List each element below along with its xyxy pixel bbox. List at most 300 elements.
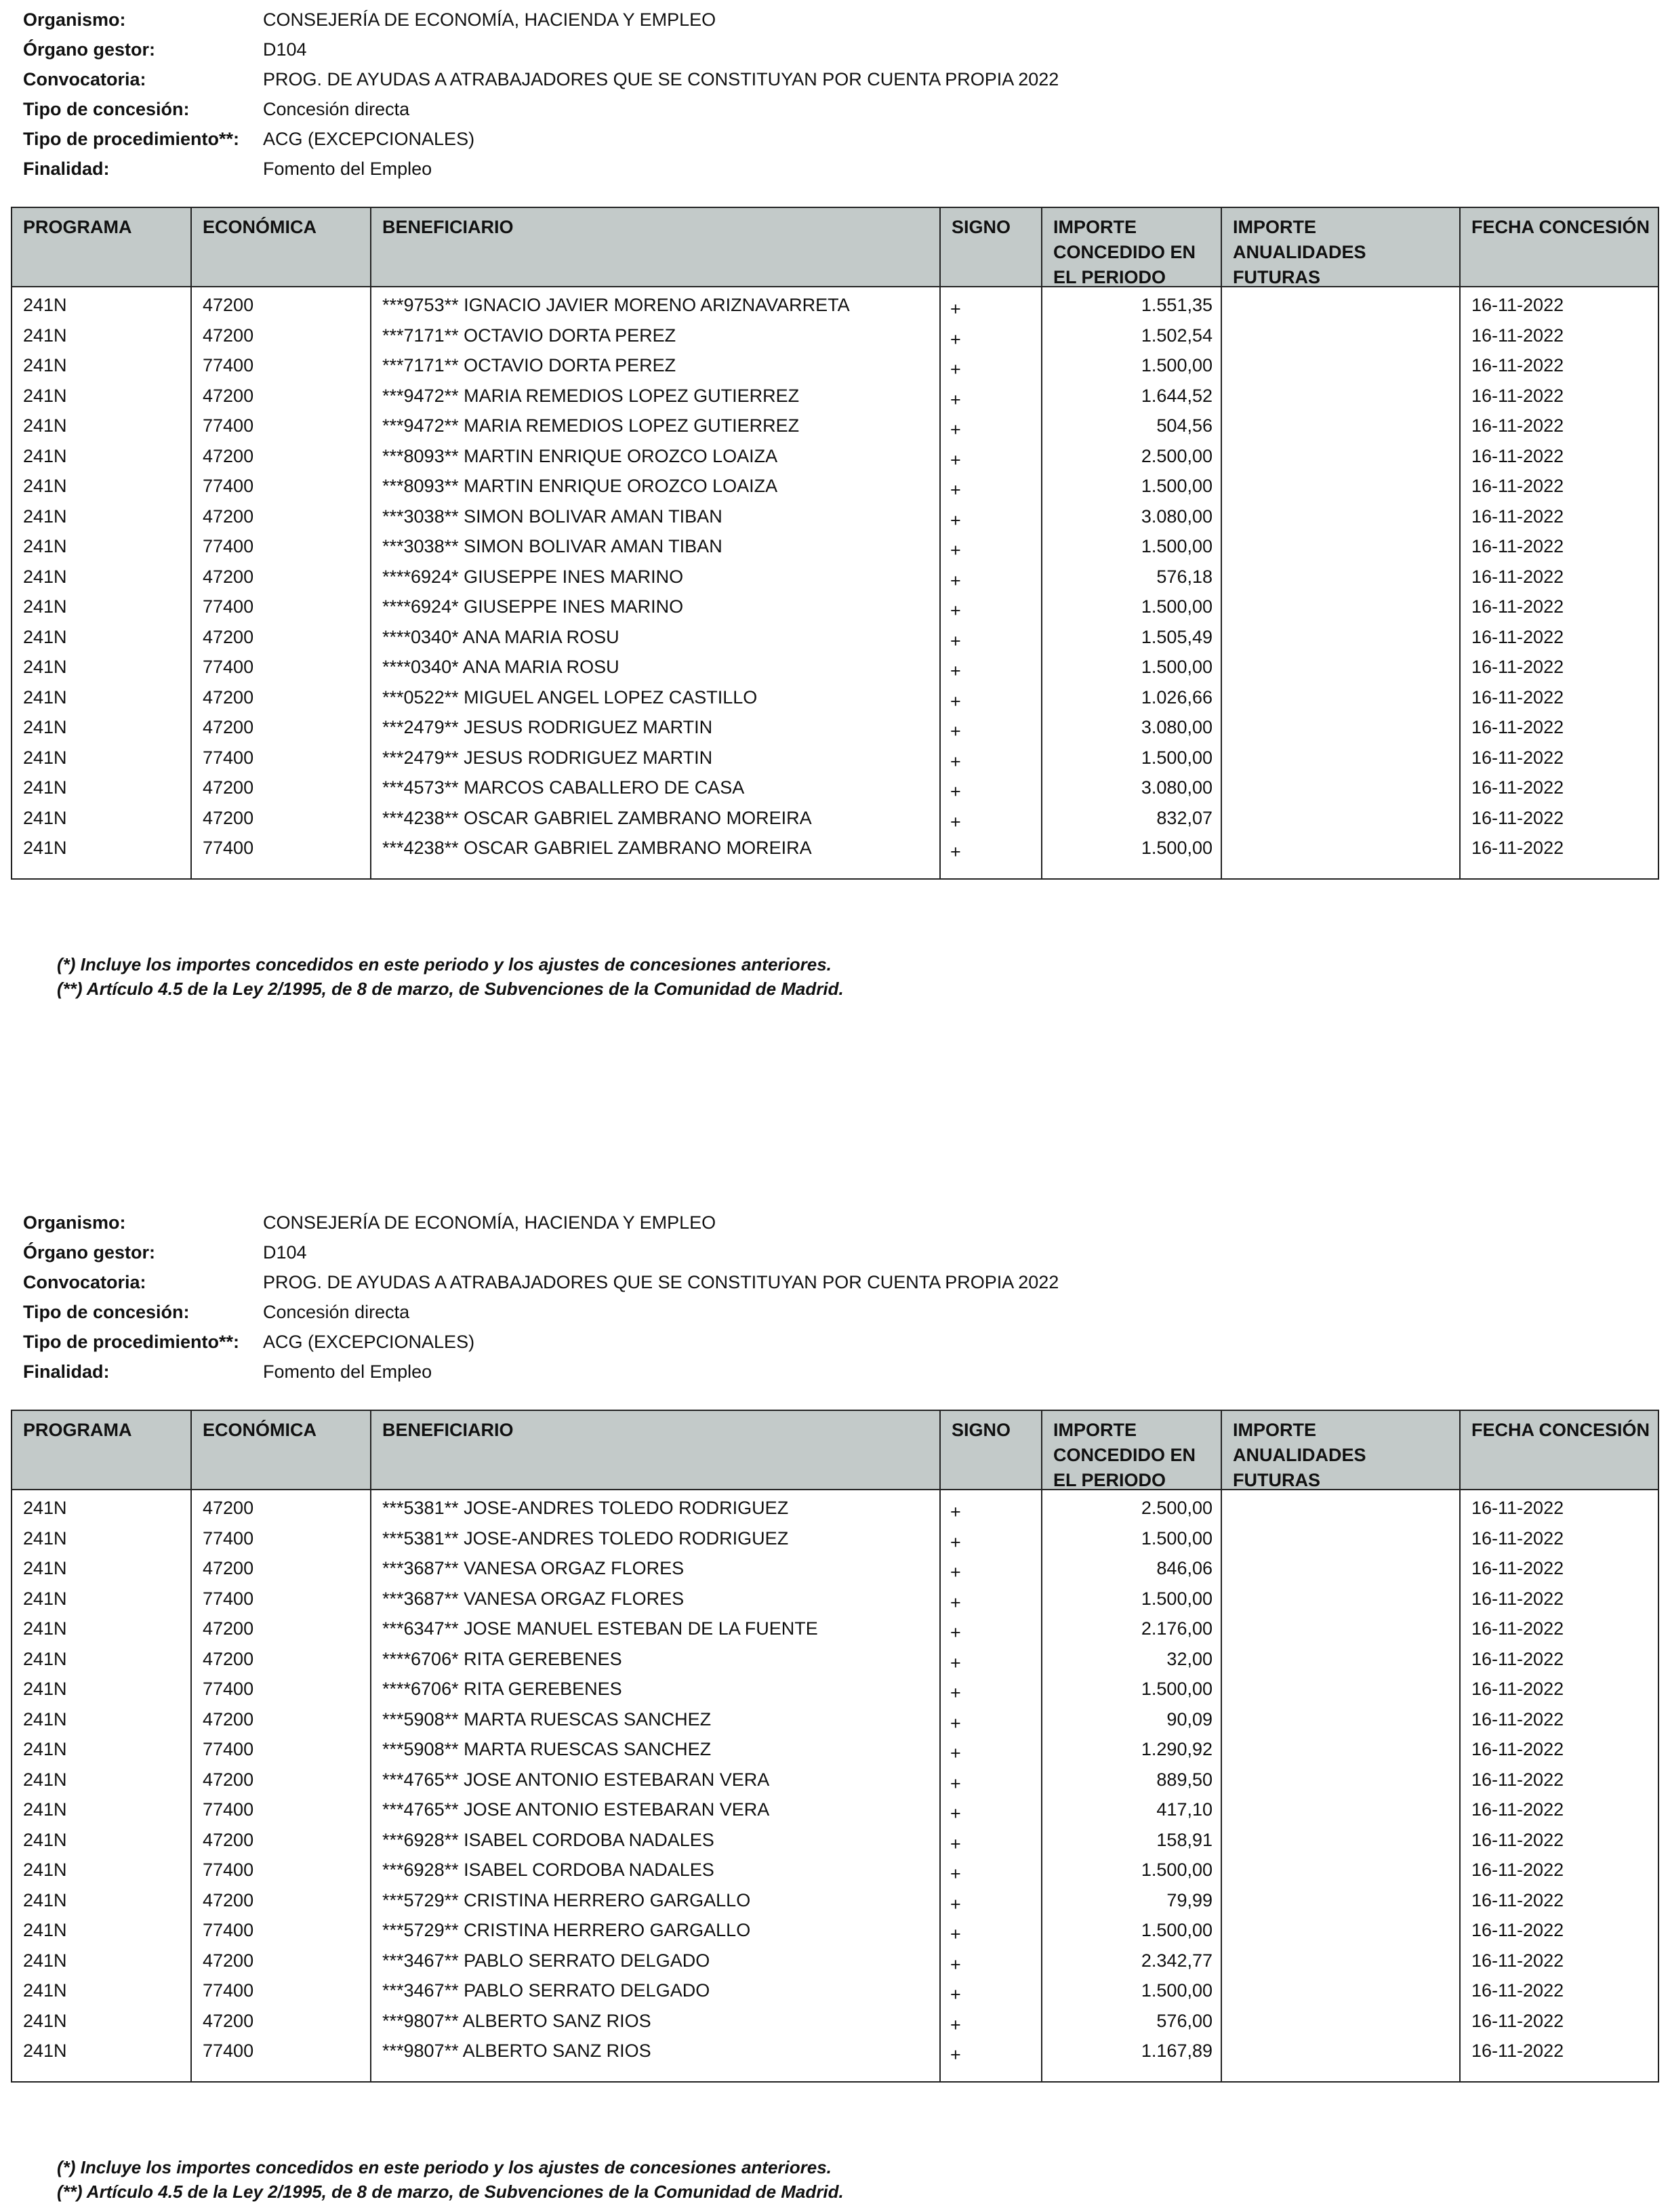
table-row	[12, 1795, 1658, 1825]
signo-cell	[941, 652, 1042, 682]
beneficiario-cell: ***4765** JOSE ANTONIO ESTEBARAN VERA	[382, 1769, 770, 1790]
programa-cell: 241N	[23, 415, 67, 436]
meta-value: ACG (EXCEPCIONALES)	[263, 129, 475, 149]
table-row	[12, 592, 1658, 622]
beneficiario-cell: ****6706* RITA GEREBENES	[382, 1648, 622, 1669]
sign-symbol: +	[950, 1984, 961, 2005]
fecha-cell: 16-11-2022	[1471, 325, 1564, 346]
economica-cell: 77400	[203, 1799, 254, 1820]
concessions-table	[11, 1410, 1659, 2083]
table-row	[12, 1553, 1658, 1584]
programa-cell: 241N	[23, 1950, 67, 1971]
economica-cell: 47200	[203, 1708, 254, 1729]
sign-symbol: +	[950, 1592, 961, 1613]
sign-symbol: +	[950, 1713, 961, 1734]
sign-symbol: +	[950, 570, 961, 591]
fecha-cell: 16-11-2022	[1471, 777, 1564, 798]
economica-cell: 47200	[203, 2010, 254, 2031]
fecha-cell: 16-11-2022	[1471, 1618, 1564, 1639]
fecha-cell: 16-11-2022	[1471, 1799, 1564, 1820]
fecha-cell: 16-11-2022	[1471, 1498, 1564, 1518]
programa-cell: 241N	[23, 657, 67, 677]
table-row	[12, 1584, 1658, 1614]
column-header-economica	[192, 1411, 371, 1489]
table-row	[12, 833, 1658, 863]
anualidades-cell	[1222, 290, 1461, 321]
beneficiario-cell: ****6706* RITA GEREBENES	[382, 1679, 622, 1699]
column-header-fecha	[1461, 208, 1658, 286]
programa-cell: 241N	[23, 1588, 67, 1609]
column-header-text: ANUALIDADES	[1233, 242, 1366, 262]
economica-cell: 77400	[203, 476, 254, 496]
programa-cell: 241N	[23, 1708, 67, 1729]
sign-symbol: +	[950, 480, 961, 500]
table-row	[12, 1644, 1658, 1675]
importe-cell: 3.080,00	[1141, 506, 1213, 527]
economica-cell: 47200	[203, 566, 254, 587]
sign-symbol: +	[950, 1743, 961, 1763]
sign-symbol: +	[950, 811, 961, 832]
importe-cell: 1.502,54	[1141, 325, 1213, 346]
column-header-beneficiario	[371, 208, 941, 286]
programa-cell: 241N	[23, 1618, 67, 1639]
column-header-text: EL PERIODO	[1053, 1470, 1166, 1490]
anualidades-cell	[1222, 682, 1461, 713]
sign-symbol: +	[950, 781, 961, 802]
table-row	[12, 1674, 1658, 1704]
column-header-anual	[1222, 1411, 1461, 1489]
table-row	[12, 381, 1658, 411]
beneficiario-cell: ***4765** JOSE ANTONIO ESTEBARAN VERA	[382, 1799, 770, 1820]
table-row	[12, 1885, 1658, 1916]
meta-value: D104	[263, 1242, 307, 1263]
column-header-text: CONCEDIDO EN	[1053, 1445, 1196, 1465]
economica-cell: 47200	[203, 385, 254, 406]
importe-cell: 504,56	[1156, 415, 1213, 436]
anualidades-cell	[1222, 1885, 1461, 1916]
programa-cell: 241N	[23, 566, 67, 587]
meta-label: Tipo de concesión:	[23, 99, 190, 119]
fecha-cell: 16-11-2022	[1471, 1889, 1564, 1910]
anualidades-cell	[1222, 622, 1461, 653]
anualidades-cell	[1222, 1523, 1461, 1554]
programa-cell: 241N	[23, 385, 67, 406]
meta-value: Concesión directa	[263, 99, 410, 119]
programa-cell: 241N	[23, 1558, 67, 1578]
programa-cell: 241N	[23, 445, 67, 466]
beneficiario-cell: ****6924* GIUSEPPE INES MARINO	[382, 566, 684, 587]
fecha-cell: 16-11-2022	[1471, 355, 1564, 375]
programa-cell: 241N	[23, 506, 67, 527]
programa-cell: 241N	[23, 1799, 67, 1820]
meta-value: PROG. DE AYUDAS A ATRABAJADORES QUE SE CONSTITUYAN POR CUENTA PROPIA 2022	[263, 69, 1059, 89]
signo-cell	[941, 743, 1042, 773]
programa-cell: 241N	[23, 687, 67, 708]
economica-cell: 47200	[203, 1618, 254, 1639]
sign-symbol: +	[950, 540, 961, 560]
economica-cell: 47200	[203, 295, 254, 315]
meta-label: Convocatoria:	[23, 1272, 146, 1292]
meta-value: Concesión directa	[263, 1302, 410, 1322]
signo-cell	[941, 1614, 1042, 1644]
table-row	[12, 531, 1658, 562]
fecha-cell: 16-11-2022	[1471, 1860, 1564, 1880]
meta-value: PROG. DE AYUDAS A ATRABAJADORES QUE SE CONSTITUYAN POR CUENTA PROPIA 2022	[263, 1272, 1059, 1292]
economica-cell: 77400	[203, 596, 254, 617]
importe-cell: 1.167,89	[1141, 2041, 1213, 2061]
signo-cell	[941, 1734, 1042, 1765]
importe-cell: 2.500,00	[1141, 445, 1213, 466]
signo-cell	[941, 803, 1042, 834]
beneficiario-cell: ***3038** SIMON BOLIVAR AMAN TIBAN	[382, 506, 722, 527]
signo-cell	[941, 1855, 1042, 1885]
signo-cell	[941, 531, 1042, 562]
meta-label: Finalidad:	[23, 159, 110, 179]
table-row	[12, 471, 1658, 501]
column-header-text: IMPORTE	[1053, 217, 1137, 237]
importe-cell: 1.026,66	[1141, 687, 1213, 708]
signo-cell	[941, 1644, 1042, 1675]
signo-cell	[941, 1584, 1042, 1614]
beneficiario-cell: ***3467** PABLO SERRATO DELGADO	[382, 1980, 710, 2001]
economica-cell: 47200	[203, 1769, 254, 1790]
beneficiario-cell: ***5908** MARTA RUESCAS SANCHEZ	[382, 1708, 712, 1729]
table-row	[12, 682, 1658, 713]
programa-cell: 241N	[23, 2010, 67, 2031]
column-header-text: IMPORTE	[1233, 217, 1317, 237]
anualidades-cell	[1222, 803, 1461, 834]
fecha-cell: 16-11-2022	[1471, 717, 1564, 737]
economica-cell: 47200	[203, 687, 254, 708]
table-row	[12, 411, 1658, 441]
anualidades-cell	[1222, 1975, 1461, 2006]
fecha-cell: 16-11-2022	[1471, 1708, 1564, 1729]
importe-cell: 1.500,00	[1141, 1920, 1213, 1940]
table-body	[12, 1490, 1658, 2081]
importe-cell: 1.500,00	[1141, 838, 1213, 858]
importe-cell: 2.342,77	[1141, 1950, 1213, 1971]
anualidades-cell	[1222, 1704, 1461, 1735]
column-header-programa	[12, 1411, 192, 1489]
anualidades-cell	[1222, 1674, 1461, 1704]
programa-cell: 241N	[23, 777, 67, 798]
beneficiario-cell: ***7171** OCTAVIO DORTA PEREZ	[382, 355, 676, 375]
meta-label: Órgano gestor:	[23, 39, 156, 60]
table-body	[12, 287, 1658, 878]
column-header-signo	[941, 208, 1042, 286]
column-header-text: PROGRAMA	[23, 1420, 132, 1440]
table-row	[12, 1765, 1658, 1795]
programa-cell: 241N	[23, 838, 67, 858]
programa-cell: 241N	[23, 355, 67, 375]
sign-symbol: +	[950, 1893, 961, 1914]
fecha-cell: 16-11-2022	[1471, 476, 1564, 496]
beneficiario-cell: ***4238** OSCAR GABRIEL ZAMBRANO MOREIRA	[382, 807, 812, 828]
column-header-text: BENEFICIARIO	[382, 217, 514, 237]
importe-cell: 1.500,00	[1141, 355, 1213, 375]
sign-symbol: +	[950, 661, 961, 681]
sign-symbol: +	[950, 751, 961, 772]
anualidades-cell	[1222, 531, 1461, 562]
importe-cell: 2.176,00	[1141, 1618, 1213, 1639]
programa-cell: 241N	[23, 476, 67, 496]
anualidades-cell	[1222, 1765, 1461, 1795]
sign-symbol: +	[950, 1803, 961, 1824]
column-header-text: ANUALIDADES	[1233, 1445, 1366, 1465]
economica-cell: 47200	[203, 445, 254, 466]
economica-cell: 47200	[203, 1558, 254, 1578]
signo-cell	[941, 381, 1042, 411]
table-row	[12, 350, 1658, 381]
fecha-cell: 16-11-2022	[1471, 1739, 1564, 1759]
footnotes	[57, 952, 844, 1001]
economica-cell: 47200	[203, 1498, 254, 1518]
fecha-cell: 16-11-2022	[1471, 385, 1564, 406]
importe-cell: 889,50	[1156, 1769, 1213, 1790]
table-row	[12, 441, 1658, 472]
importe-cell: 1.500,00	[1141, 1860, 1213, 1880]
economica-cell: 77400	[203, 1860, 254, 1880]
anualidades-cell	[1222, 1584, 1461, 1614]
sign-symbol: +	[950, 1683, 961, 1703]
footnote-2: (**) Artículo 4.5 de la Ley 2/1995, de 8 de marzo, de Subvenciones de la Comunidad de Madrid.	[57, 2182, 844, 2202]
anualidades-cell	[1222, 501, 1461, 532]
fecha-cell: 16-11-2022	[1471, 596, 1564, 617]
fecha-cell: 16-11-2022	[1471, 566, 1564, 587]
anualidades-cell	[1222, 411, 1461, 441]
signo-cell	[941, 1795, 1042, 1825]
beneficiario-cell: ***5908** MARTA RUESCAS SANCHEZ	[382, 1739, 712, 1759]
programa-cell: 241N	[23, 1829, 67, 1850]
importe-cell: 846,06	[1156, 1558, 1213, 1578]
beneficiario-cell: ***5729** CRISTINA HERRERO GARGALLO	[382, 1920, 751, 1940]
footnotes	[57, 2155, 844, 2204]
sign-symbol: +	[950, 2014, 961, 2035]
sign-symbol: +	[950, 449, 961, 470]
signo-cell	[941, 1975, 1042, 2006]
sign-symbol: +	[950, 510, 961, 531]
column-header-text: FUTURAS	[1233, 1470, 1320, 1490]
anualidades-cell	[1222, 1644, 1461, 1675]
sign-symbol: +	[950, 1954, 961, 1975]
column-header-text: ECONÓMICA	[203, 1420, 317, 1440]
programa-cell: 241N	[23, 596, 67, 617]
importe-cell: 3.080,00	[1141, 777, 1213, 798]
beneficiario-cell: ***7171** OCTAVIO DORTA PEREZ	[382, 325, 676, 346]
table-row	[12, 1523, 1658, 1554]
anualidades-cell	[1222, 1946, 1461, 1976]
signo-cell	[941, 682, 1042, 713]
table-row	[12, 773, 1658, 803]
table-row	[12, 1975, 1658, 2006]
economica-cell: 47200	[203, 626, 254, 647]
importe-cell: 90,09	[1166, 1708, 1213, 1729]
table-row	[12, 1855, 1658, 1885]
fecha-cell: 16-11-2022	[1471, 1980, 1564, 2001]
anualidades-cell	[1222, 1855, 1461, 1885]
programa-cell: 241N	[23, 807, 67, 828]
meta-label: Organismo:	[23, 1212, 126, 1233]
table-row	[12, 1704, 1658, 1735]
signo-cell	[941, 350, 1042, 381]
signo-cell	[941, 562, 1042, 592]
beneficiario-cell: ***9807** ALBERTO SANZ RIOS	[382, 2010, 651, 2031]
fecha-cell: 16-11-2022	[1471, 1920, 1564, 1940]
importe-cell: 32,00	[1166, 1648, 1213, 1669]
column-header-text: PROGRAMA	[23, 217, 132, 237]
anualidades-cell	[1222, 441, 1461, 472]
programa-cell: 241N	[23, 1739, 67, 1759]
column-header-text: FECHA CONCESIÓN	[1471, 217, 1650, 237]
importe-cell: 158,91	[1156, 1829, 1213, 1850]
meta-label: Finalidad:	[23, 1361, 110, 1382]
table-row	[12, 622, 1658, 653]
anualidades-cell	[1222, 1734, 1461, 1765]
signo-cell	[941, 1674, 1042, 1704]
signo-cell	[941, 773, 1042, 803]
sign-symbol: +	[950, 299, 961, 319]
signo-cell	[941, 1553, 1042, 1584]
signo-cell	[941, 1523, 1042, 1554]
programa-cell: 241N	[23, 325, 67, 346]
anualidades-cell	[1222, 1795, 1461, 1825]
economica-cell: 47200	[203, 1829, 254, 1850]
meta-value: CONSEJERÍA DE ECONOMÍA, HACIENDA Y EMPLEO	[263, 1212, 716, 1233]
beneficiario-cell: ***2479** JESUS RODRIGUEZ MARTIN	[382, 747, 713, 768]
programa-cell: 241N	[23, 1860, 67, 1880]
anualidades-cell	[1222, 1493, 1461, 1523]
signo-cell	[941, 2036, 1042, 2066]
fecha-cell: 16-11-2022	[1471, 626, 1564, 647]
fecha-cell: 16-11-2022	[1471, 2041, 1564, 2061]
table-header	[12, 208, 1658, 287]
sign-symbol: +	[950, 721, 961, 741]
sign-symbol: +	[950, 1773, 961, 1794]
economica-cell: 77400	[203, 1588, 254, 1609]
fecha-cell: 16-11-2022	[1471, 1829, 1564, 1850]
meta-label: Organismo:	[23, 9, 126, 30]
beneficiario-cell: ***3687** VANESA ORGAZ FLORES	[382, 1588, 685, 1609]
signo-cell	[941, 1704, 1042, 1735]
table-header	[12, 1411, 1658, 1490]
signo-cell	[941, 441, 1042, 472]
table-row	[12, 1946, 1658, 1976]
beneficiario-cell: ***9472** MARIA REMEDIOS LOPEZ GUTIERREZ	[382, 385, 800, 406]
fecha-cell: 16-11-2022	[1471, 2010, 1564, 2031]
signo-cell	[941, 1825, 1042, 1856]
column-header-programa	[12, 208, 192, 286]
table-row	[12, 501, 1658, 532]
importe-cell: 1.551,35	[1141, 295, 1213, 315]
column-header-importe	[1042, 1411, 1222, 1489]
economica-cell: 77400	[203, 1528, 254, 1549]
table-row	[12, 1734, 1658, 1765]
economica-cell: 77400	[203, 536, 254, 556]
sign-symbol: +	[950, 359, 961, 380]
programa-cell: 241N	[23, 626, 67, 647]
table-row	[12, 1915, 1658, 1946]
beneficiario-cell: ***9807** ALBERTO SANZ RIOS	[382, 2041, 651, 2061]
column-header-text: ECONÓMICA	[203, 217, 317, 237]
table-row	[12, 2006, 1658, 2036]
table-row	[12, 290, 1658, 321]
beneficiario-cell: ***9753** IGNACIO JAVIER MORENO ARIZNAVARRETA	[382, 295, 850, 315]
beneficiario-cell: ***5729** CRISTINA HERRERO GARGALLO	[382, 1889, 751, 1910]
column-header-economica	[192, 208, 371, 286]
signo-cell	[941, 321, 1042, 351]
economica-cell: 77400	[203, 1739, 254, 1759]
footnote-1: (*) Incluye los importes concedidos en este periodo y los ajustes de concesiones anteriores.	[57, 2157, 832, 2177]
column-header-text: FUTURAS	[1233, 267, 1320, 287]
fecha-cell: 16-11-2022	[1471, 807, 1564, 828]
fecha-cell: 16-11-2022	[1471, 415, 1564, 436]
sign-symbol: +	[950, 1652, 961, 1673]
table-row	[12, 1825, 1658, 1856]
fecha-cell: 16-11-2022	[1471, 1648, 1564, 1669]
sign-symbol: +	[950, 842, 961, 862]
fecha-cell: 16-11-2022	[1471, 1769, 1564, 1790]
table-row	[12, 712, 1658, 743]
importe-cell: 79,99	[1166, 1889, 1213, 1910]
signo-cell	[941, 2006, 1042, 2036]
sign-symbol: +	[950, 1562, 961, 1582]
table-row	[12, 1614, 1658, 1644]
column-header-text: IMPORTE	[1233, 1420, 1317, 1440]
economica-cell: 47200	[203, 325, 254, 346]
meta-label: Órgano gestor:	[23, 1242, 156, 1263]
table-row	[12, 652, 1658, 682]
beneficiario-cell: ***9472** MARIA REMEDIOS LOPEZ GUTIERREZ	[382, 415, 800, 436]
beneficiario-cell: ***8093** MARTIN ENRIQUE OROZCO LOAIZA	[382, 476, 778, 496]
sign-symbol: +	[950, 630, 961, 651]
fecha-cell: 16-11-2022	[1471, 747, 1564, 768]
column-header-text: BENEFICIARIO	[382, 1420, 514, 1440]
meta-label: Tipo de procedimiento**:	[23, 1332, 240, 1352]
column-header-text: SIGNO	[952, 217, 1011, 237]
signo-cell	[941, 1946, 1042, 1976]
meta-label: Tipo de concesión:	[23, 1302, 190, 1322]
meta-value: Fomento del Empleo	[263, 1361, 432, 1382]
anualidades-cell	[1222, 2036, 1461, 2066]
signo-cell	[941, 411, 1042, 441]
programa-cell: 241N	[23, 1648, 67, 1669]
anualidades-cell	[1222, 321, 1461, 351]
fecha-cell: 16-11-2022	[1471, 1528, 1564, 1549]
importe-cell: 832,07	[1156, 807, 1213, 828]
importe-cell: 1.500,00	[1141, 1980, 1213, 2001]
economica-cell: 77400	[203, 747, 254, 768]
sign-symbol: +	[950, 419, 961, 440]
importe-cell: 1.500,00	[1141, 596, 1213, 617]
programa-cell: 241N	[23, 1528, 67, 1549]
anualidades-cell	[1222, 652, 1461, 682]
fecha-cell: 16-11-2022	[1471, 657, 1564, 677]
beneficiario-cell: ***8093** MARTIN ENRIQUE OROZCO LOAIZA	[382, 445, 778, 466]
table-row	[12, 1493, 1658, 1523]
anualidades-cell	[1222, 1825, 1461, 1856]
signo-cell	[941, 712, 1042, 743]
fecha-cell: 16-11-2022	[1471, 1558, 1564, 1578]
economica-cell: 77400	[203, 1980, 254, 2001]
sign-symbol: +	[950, 329, 961, 350]
fecha-cell: 16-11-2022	[1471, 1679, 1564, 1699]
beneficiario-cell: ***5381** JOSE-ANDRES TOLEDO RODRIGUEZ	[382, 1528, 789, 1549]
economica-cell: 47200	[203, 1889, 254, 1910]
anualidades-cell	[1222, 773, 1461, 803]
fecha-cell: 16-11-2022	[1471, 445, 1564, 466]
signo-cell	[941, 1765, 1042, 1795]
meta-value: ACG (EXCEPCIONALES)	[263, 1332, 475, 1352]
